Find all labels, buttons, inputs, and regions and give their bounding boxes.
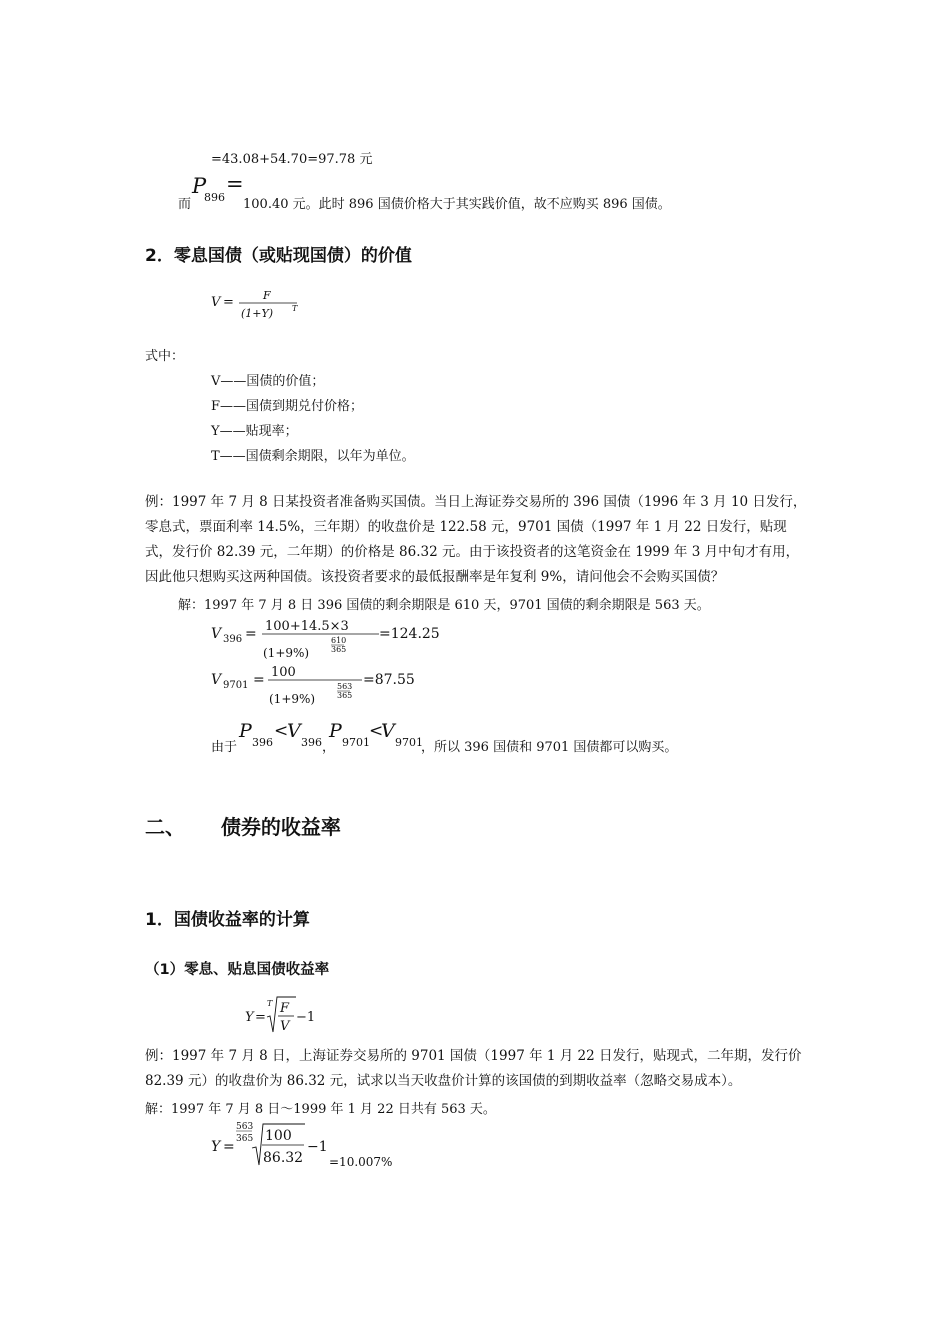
formula-v9701: [205, 660, 455, 708]
conclusion-line: [211, 718, 731, 755]
conclusion-lt2: <: [369, 721, 384, 741]
svg-text:F: F: [280, 1001, 290, 1016]
svg-text:610: 610: [331, 636, 347, 645]
p896-prefix: 而: [178, 197, 192, 212]
conclusion-p9701-sub: 9701: [342, 736, 370, 749]
svg-text:−1: −1: [296, 1010, 316, 1025]
p896-eq: =: [226, 172, 244, 196]
part-heading-number: 二、: [145, 815, 185, 839]
conclusion-p396-sub: 396: [252, 736, 273, 749]
svg-text:563: 563: [337, 682, 353, 691]
svg-text:396: 396: [223, 634, 243, 645]
p896-symbol: P: [192, 174, 207, 198]
svg-text:=: =: [245, 626, 257, 642]
calc-line: =43.08+54.70=97.78 元: [211, 152, 373, 167]
subheading-zero-coupon-yield: （1）零息、贴息国债收益率: [145, 962, 330, 978]
svg-text:=124.25: =124.25: [379, 626, 440, 642]
svg-text:=: =: [253, 672, 265, 688]
conclusion-p396: P: [239, 720, 252, 742]
p896-sub: 896: [204, 191, 225, 204]
svg-text:100: 100: [271, 665, 296, 680]
svg-text:Y: Y: [211, 1139, 221, 1155]
svg-text:365: 365: [337, 691, 353, 700]
svg-text:9701: 9701: [223, 680, 249, 691]
formula-yield: [240, 994, 340, 1038]
svg-text:=10.007%: =10.007%: [329, 1155, 393, 1169]
p896-text: 100.40 元。此时 896 国债价格大于其实践价值，故不应购买 896 国债。: [243, 197, 671, 212]
conclusion-sep: ，: [322, 740, 336, 755]
svg-text:V: V: [211, 672, 222, 688]
svg-text:(1+9%): (1+9%): [269, 692, 316, 706]
svg-text:T: T: [267, 999, 273, 1008]
conclusion-v396: V: [287, 720, 301, 742]
svg-text:365: 365: [331, 645, 347, 654]
var-def-f: F——国债到期兑付价格；: [211, 399, 364, 414]
svg-text:T: T: [292, 304, 298, 313]
svg-text:=: =: [223, 295, 234, 310]
conclusion-p9701: P: [329, 720, 342, 742]
solution-line: 解：1997 年 7 月 8 日 396 国债的剩余期限是 610 天，9701 国债的剩余期限是 563 天。: [178, 598, 710, 613]
conclusion-v9701: V: [381, 720, 395, 742]
var-def-t: T——国债剩余期限，以年为单位。: [211, 449, 415, 464]
subheading-yield-calc: 1．国债收益率的计算: [145, 910, 310, 930]
section-heading-zero-coupon: 2．零息国债（或贴现国债）的价值: [145, 246, 412, 266]
solution-line-yield: 解：1997 年 7 月 8 日～1999 年 1 月 22 日共有 563 天。: [145, 1102, 496, 1117]
formula-value: [205, 286, 325, 326]
svg-text:Y: Y: [245, 1010, 254, 1025]
part-heading-text: 债券的收益率: [220, 815, 341, 839]
conclusion-text: ，所以 396 国债和 9701 国债都可以购买。: [421, 740, 678, 755]
var-def-v: V——国债的价值；: [211, 374, 325, 389]
svg-text:100: 100: [265, 1128, 292, 1144]
svg-text:V: V: [280, 1019, 290, 1034]
svg-text:365: 365: [236, 1134, 254, 1144]
svg-text:V: V: [211, 626, 222, 642]
svg-text:F: F: [263, 289, 271, 302]
example-paragraph: 例：1997 年 7 月 8 日某投资者准备购买国债。当日上海证券交易所的 396 国债（1996 年 3 月 10 日发行，零息式，票面利率 14.5%，三年期）的收盘价是 122.58 元，9701 国债（1997 年 1 月 22 日发行，贴现式，发行价 82.39 元，二年期）的价格是 86.32 元。由于该投资者的这笔资金在 1999 年 3 月中旬才有用，因此他只想购买这两种国债。该投资者要求的最低报酬率是年复利 9%，请问他会不会购买国债？: [145, 494, 807, 585]
part-heading-yield: [145, 811, 341, 840]
example-paragraph-yield: 例：1997 年 7 月 8 日，上海证券交易所的 9701 国债（1997 年 1 月 22 日发行，贴现式，二年期，发行价 82.39 元）的收盘价为 86.32 元，试求以当天收盘价计算的该国债的到期收益率（忽略交易成本）。: [145, 1048, 802, 1089]
where-label: 式中：: [145, 349, 185, 364]
svg-text:=: =: [255, 1010, 266, 1025]
svg-text:=: =: [223, 1139, 235, 1155]
formula-v396: [205, 614, 475, 662]
svg-text:(1+Y): (1+Y): [241, 307, 274, 320]
svg-text:563: 563: [236, 1122, 254, 1132]
conclusion-lt1: <: [274, 721, 289, 741]
conclusion-v396-sub: 396: [301, 736, 322, 749]
svg-text:−1: −1: [307, 1139, 328, 1155]
conclusion-prefix: 由于: [211, 740, 238, 755]
svg-text:=87.55: =87.55: [363, 672, 415, 688]
svg-text:100+14.5×3: 100+14.5×3: [265, 619, 349, 634]
formula-yield-result: [205, 1118, 405, 1174]
var-def-y: Y——贴现率；: [211, 424, 298, 439]
svg-text:V: V: [211, 295, 221, 310]
svg-text:86.32: 86.32: [263, 1150, 304, 1166]
svg-text:(1+9%): (1+9%): [263, 646, 310, 660]
conclusion-v9701-sub: 9701: [395, 736, 423, 749]
